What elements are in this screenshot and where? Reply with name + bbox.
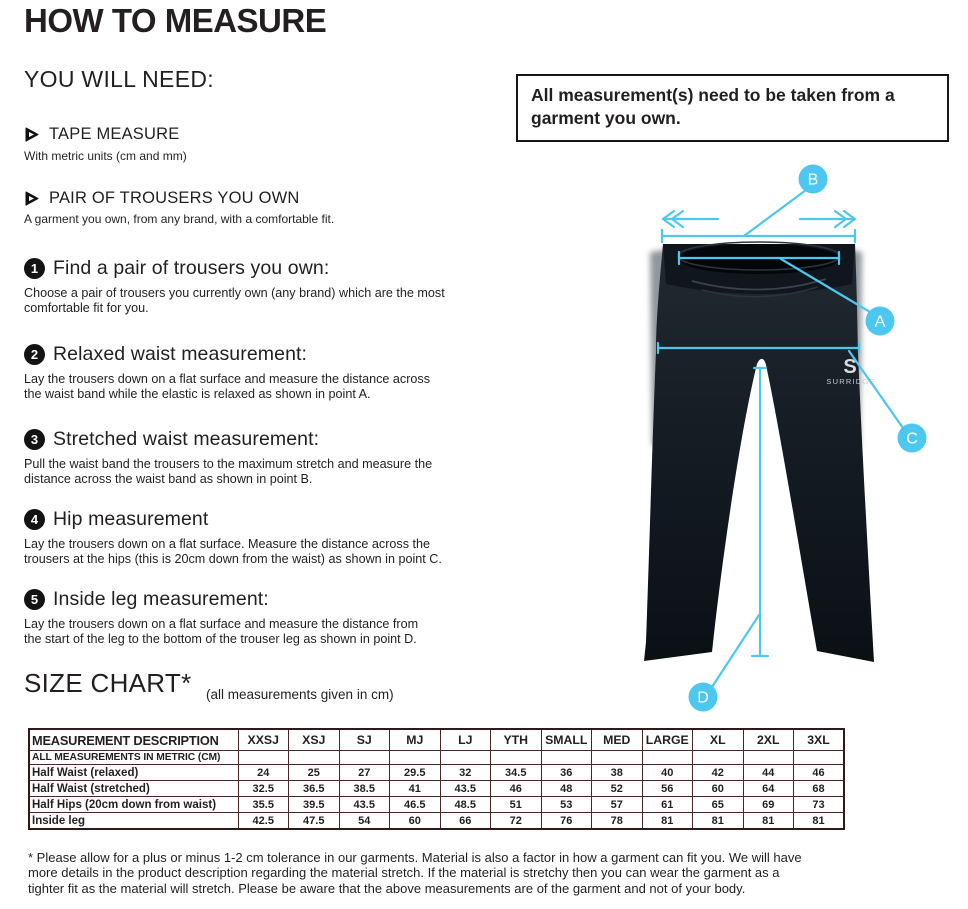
notice-line: All measurement(s) need to be taken from a bbox=[531, 85, 895, 105]
size-chart-heading: SIZE CHART* bbox=[24, 668, 192, 698]
footer-disclaimer bbox=[28, 850, 802, 896]
footer-line: more details in the product description regarding the material stretch. If the material is stretchy then you can wear the garment as a bbox=[28, 865, 780, 881]
step-title: Hip measurement bbox=[53, 508, 209, 530]
need-item-label: TAPE MEASURE bbox=[49, 125, 180, 143]
footer-line: tighter fit as the material will stretch. Please be aware that the above measurements are of the garment and not of your body. bbox=[28, 880, 746, 896]
triangle-bullet-icon bbox=[24, 190, 40, 207]
table-row bbox=[29, 813, 844, 830]
measure-line-stretched-waist bbox=[662, 230, 855, 242]
step-number-badge: 1 bbox=[24, 258, 45, 279]
need-item-description: With metric units (cm and mm) bbox=[24, 149, 187, 163]
svg-text:A: A bbox=[874, 313, 886, 331]
notice-box bbox=[516, 74, 949, 142]
triangle-bullet-icon bbox=[24, 126, 40, 143]
table-row bbox=[29, 797, 844, 813]
trousers-measurement-figure bbox=[600, 150, 968, 720]
column-header-size: LJ bbox=[440, 729, 491, 751]
column-header-size: SJ bbox=[339, 729, 390, 751]
column-header-size: XSJ bbox=[289, 729, 340, 751]
measurement-value-cell: 48 bbox=[541, 781, 592, 797]
point-label-a bbox=[866, 307, 895, 336]
column-header-size: MED bbox=[592, 729, 643, 751]
step-title: Find a pair of trousers you own: bbox=[53, 257, 330, 279]
measurement-value-cell: 81 bbox=[743, 813, 794, 830]
footer-line: * Please allow for a plus or minus 1-2 cm tolerance in our garments. Material is also a factor in how a garment can fit you. We will have bbox=[28, 850, 802, 865]
measure-line-inside-leg bbox=[752, 368, 768, 656]
column-header-size: XXSJ bbox=[238, 729, 289, 751]
point-label-c bbox=[898, 424, 927, 453]
empty-cell bbox=[491, 751, 542, 765]
measurement-label-cell: Half Waist (stretched) bbox=[29, 781, 238, 797]
svg-text:D: D bbox=[697, 689, 709, 707]
measurement-value-cell: 44 bbox=[743, 765, 794, 781]
svg-text:B: B bbox=[807, 171, 819, 189]
table-row bbox=[29, 781, 844, 797]
measurement-value-cell: 61 bbox=[642, 797, 693, 813]
measurement-value-cell: 56 bbox=[642, 781, 693, 797]
step-5 bbox=[24, 588, 476, 647]
measurement-value-cell: 48.5 bbox=[440, 797, 491, 813]
step-title: Stretched waist measurement: bbox=[53, 428, 320, 450]
column-header-size: YTH bbox=[491, 729, 542, 751]
column-header-size: SMALL bbox=[541, 729, 592, 751]
empty-cell bbox=[440, 751, 491, 765]
empty-cell bbox=[541, 751, 592, 765]
measurement-value-cell: 35.5 bbox=[238, 797, 289, 813]
step-title: Inside leg measurement: bbox=[53, 588, 269, 610]
notice-line: garment you own. bbox=[531, 108, 681, 128]
step-1 bbox=[24, 257, 476, 316]
measurement-value-cell: 43.5 bbox=[339, 797, 390, 813]
step-body: Pull the waist band the trousers to the maximum stretch and measure the distance across the waist band as shown in point B. bbox=[24, 457, 433, 486]
measurement-value-cell: 51 bbox=[491, 797, 542, 813]
measurement-value-cell: 69 bbox=[743, 797, 794, 813]
measurement-value-cell: 46.5 bbox=[390, 797, 441, 813]
svg-text:C: C bbox=[906, 430, 918, 448]
measurement-value-cell: 24 bbox=[238, 765, 289, 781]
step-body: Lay the trousers down on a flat surface and measure the distance from the start of the leg to the bottom of the trouser leg as shown in point D. bbox=[24, 617, 419, 646]
need-item-description: A garment you own, from any brand, with a comfortable fit. bbox=[24, 212, 335, 226]
you-will-need-heading: YOU WILL NEED: bbox=[24, 66, 214, 92]
need-item-label: PAIR OF TROUSERS YOU OWN bbox=[49, 189, 300, 207]
table-row bbox=[29, 765, 844, 781]
measurement-value-cell: 40 bbox=[642, 765, 693, 781]
empty-cell bbox=[238, 751, 289, 765]
measurement-value-cell: 73 bbox=[794, 797, 845, 813]
measurement-label-cell: Half Hips (20cm down from waist) bbox=[29, 797, 238, 813]
need-item-tape-measure bbox=[24, 125, 179, 144]
measurement-value-cell: 42 bbox=[693, 765, 744, 781]
measurement-value-cell: 68 bbox=[794, 781, 845, 797]
measurement-value-cell: 32 bbox=[440, 765, 491, 781]
step-number-badge: 5 bbox=[24, 589, 45, 610]
measurement-value-cell: 60 bbox=[693, 781, 744, 797]
measurement-value-cell: 81 bbox=[693, 813, 744, 830]
measurement-value-cell: 29.5 bbox=[390, 765, 441, 781]
measurement-value-cell: 72 bbox=[491, 813, 542, 830]
column-header-description: MEASUREMENT DESCRIPTION bbox=[29, 729, 238, 751]
measurement-value-cell: 76 bbox=[541, 813, 592, 830]
need-item-trousers bbox=[24, 189, 300, 208]
empty-cell bbox=[592, 751, 643, 765]
step-2 bbox=[24, 343, 476, 402]
measurement-value-cell: 81 bbox=[794, 813, 845, 830]
measurement-value-cell: 39.5 bbox=[289, 797, 340, 813]
column-header-size: 3XL bbox=[794, 729, 845, 751]
point-label-d bbox=[689, 683, 718, 712]
measurement-value-cell: 38.5 bbox=[339, 781, 390, 797]
empty-cell bbox=[693, 751, 744, 765]
empty-cell bbox=[390, 751, 441, 765]
step-3 bbox=[24, 428, 476, 487]
measurement-value-cell: 57 bbox=[592, 797, 643, 813]
page-title: HOW TO MEASURE bbox=[24, 2, 327, 39]
measurement-value-cell: 43.5 bbox=[440, 781, 491, 797]
measurement-value-cell: 38 bbox=[592, 765, 643, 781]
measurement-value-cell: 52 bbox=[592, 781, 643, 797]
size-chart-note: (all measurements given in cm) bbox=[206, 687, 394, 702]
measurement-value-cell: 41 bbox=[390, 781, 441, 797]
measurement-value-cell: 25 bbox=[289, 765, 340, 781]
step-number-badge: 2 bbox=[24, 344, 45, 365]
column-header-size: MJ bbox=[390, 729, 441, 751]
measurement-value-cell: 36.5 bbox=[289, 781, 340, 797]
measurement-value-cell: 54 bbox=[339, 813, 390, 830]
measurement-label-cell: Half Waist (relaxed) bbox=[29, 765, 238, 781]
measurement-value-cell: 42.5 bbox=[238, 813, 289, 830]
measurement-value-cell: 36 bbox=[541, 765, 592, 781]
measurement-value-cell: 27 bbox=[339, 765, 390, 781]
step-body: Lay the trousers down on a flat surface. Measure the distance across the trousers at the hips (this is 20cm down from the waist) as shown in point C. bbox=[24, 537, 442, 566]
size-chart-table bbox=[28, 728, 845, 830]
empty-cell bbox=[743, 751, 794, 765]
measurement-value-cell: 47.5 bbox=[289, 813, 340, 830]
measurement-value-cell: 78 bbox=[592, 813, 643, 830]
measurement-value-cell: 65 bbox=[693, 797, 744, 813]
brand-logo-icon: S bbox=[843, 356, 857, 378]
brand-logo-text: SURRIDGE bbox=[826, 377, 876, 386]
empty-cell bbox=[642, 751, 693, 765]
point-label-b bbox=[799, 165, 828, 194]
empty-cell bbox=[794, 751, 845, 765]
measurement-value-cell: 32.5 bbox=[238, 781, 289, 797]
column-header-size: 2XL bbox=[743, 729, 794, 751]
step-number-badge: 4 bbox=[24, 509, 45, 530]
measurement-value-cell: 34.5 bbox=[491, 765, 542, 781]
step-number-badge: 3 bbox=[24, 429, 45, 450]
measurement-label-cell: Inside leg bbox=[29, 813, 238, 830]
metric-note-cell: ALL MEASUREMENTS IN METRIC (CM) bbox=[29, 751, 238, 765]
metric-note-row bbox=[29, 751, 844, 765]
empty-cell bbox=[339, 751, 390, 765]
measurement-value-cell: 60 bbox=[390, 813, 441, 830]
measurement-value-cell: 53 bbox=[541, 797, 592, 813]
step-body: Lay the trousers down on a flat surface and measure the distance across the waist band while the elastic is relaxed as shown in point A. bbox=[24, 372, 431, 401]
measurement-value-cell: 46 bbox=[491, 781, 542, 797]
step-4 bbox=[24, 508, 476, 567]
measurement-value-cell: 46 bbox=[794, 765, 845, 781]
step-body: Choose a pair of trousers you currently own (any brand) which are the most comfortable fit for you. bbox=[24, 286, 445, 315]
column-header-size: LARGE bbox=[642, 729, 693, 751]
measurement-value-cell: 64 bbox=[743, 781, 794, 797]
measurement-value-cell: 66 bbox=[440, 813, 491, 830]
step-title: Relaxed waist measurement: bbox=[53, 343, 308, 365]
empty-cell bbox=[289, 751, 340, 765]
measurement-value-cell: 81 bbox=[642, 813, 693, 830]
column-header-size: XL bbox=[693, 729, 744, 751]
